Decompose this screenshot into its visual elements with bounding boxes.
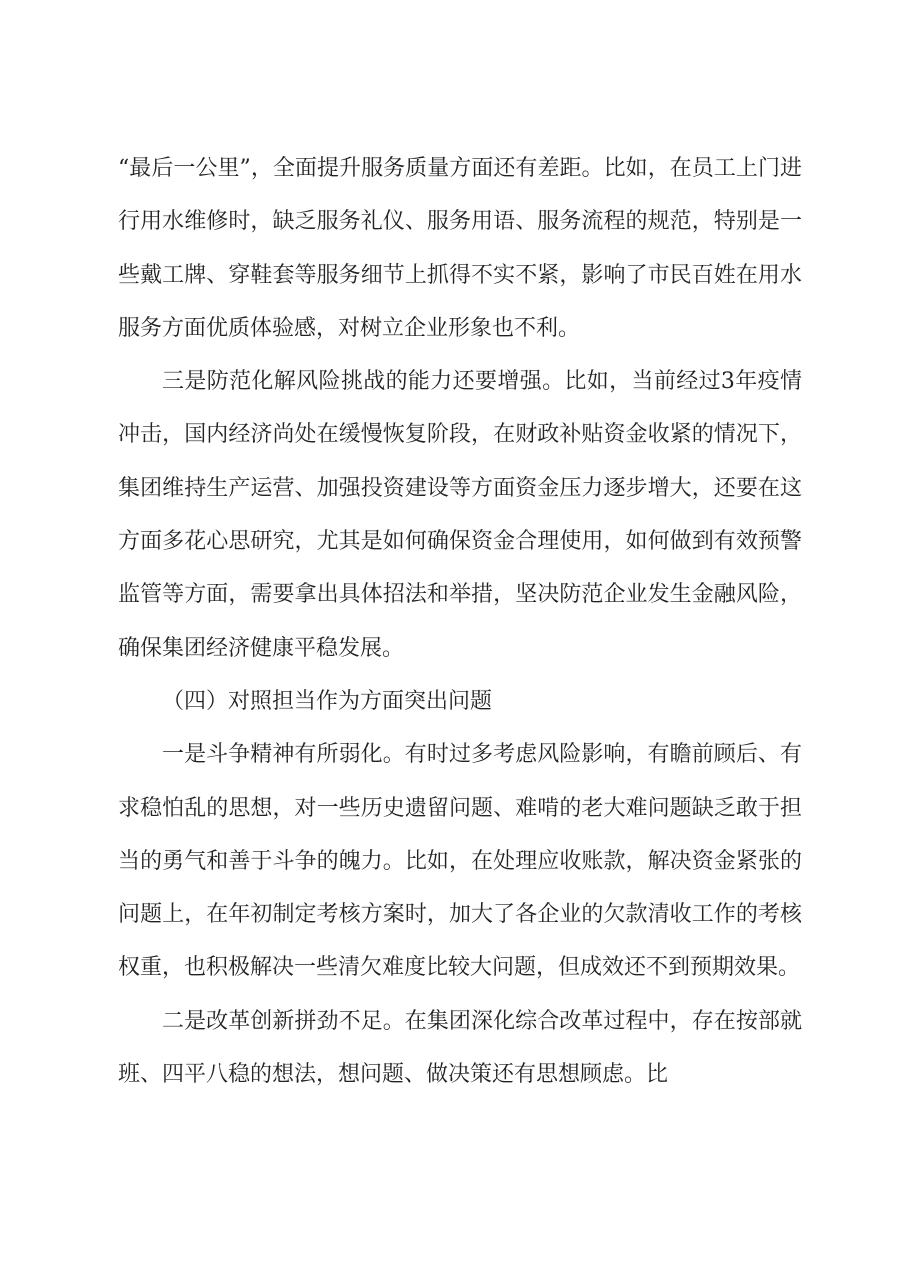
section-heading-responsibility: （四）对照担当作为方面突出问题 [162, 688, 493, 714]
paragraph-service-quality: “最后一公里”，全面提升服务质量方面还有差距。比如，在员工上门进行用水维修时，缺乏服务礼仪、服务用语、服务流程的规范，特别是一些戴工牌、穿鞋套等服务细节上抓得不实不紧，影响了市民百姓在用水服务方面优质体验感，对树立企业形象也不利。 [118, 156, 802, 341]
paragraph-reform-innovation: 二是改革创新拼劲不足。在集团深化综合改革过程中，存在按部就班、四平八稳的想法，想问题、做决策还有思想顾虑。比 [118, 1008, 802, 1088]
paragraph-struggle-spirit: 一是斗争精神有所弱化。有时过多考虑风险影响，有瞻前顾后、有求稳怕乱的思想，对一些历史遗留问题、难啃的老大难问题缺乏敢于担当的勇气和善于斗争的魄力。比如，在处理应收账款，解决资金紧张的问题上，在年初制定考核方案时，加大了各企业的欠款清收工作的考核权重，也积极解决一些清欠难度比较大问题，但成效还不到预期效果。 [118, 742, 802, 981]
paragraph-risk-prevention: 三是防范化解风险挑战的能力还要增强。比如，当前经过3年疫情冲击，国内经济尚处在缓慢恢复阶段，在财政补贴资金收紧的情况下，集团维持生产运营、加强投资建设等方面资金压力逐步增大，还要在这方面多花心思研究，尤其是如何确保资金合理使用，如何做到有效预警监管等方面，需要拿出具体招法和举措，坚决防范企业发生金融风险，确保集团经济健康平稳发展。 [118, 369, 802, 661]
document-body [118, 142, 802, 1101]
